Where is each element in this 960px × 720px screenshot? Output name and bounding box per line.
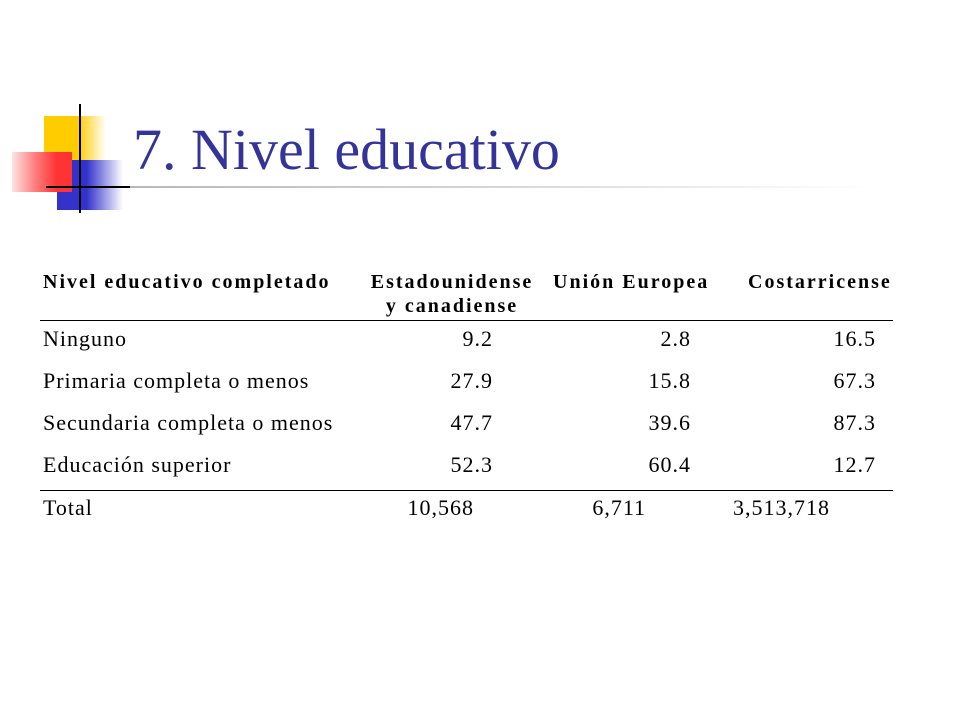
header-costa-rica: Costarricense: [748, 271, 892, 293]
row-label: Ninguno: [43, 326, 127, 351]
horizontal-line-decoration: [46, 186, 130, 188]
cell-costa-rica: 12.7: [833, 452, 876, 477]
cell-us-canada: 9.2: [462, 326, 493, 351]
cell-costa-rica: 16.5: [833, 326, 876, 351]
cell-european-union: 60.4: [648, 452, 691, 477]
total-us-canada: 10,568: [407, 495, 474, 520]
cell-costa-rica: 87.3: [833, 410, 876, 435]
table-row: [0, 368, 960, 394]
title-underline: [130, 186, 870, 188]
table-row: [0, 410, 960, 436]
cell-us-canada: 52.3: [450, 452, 493, 477]
row-label: Primaria completa o menos: [43, 368, 310, 393]
cell-us-canada: 27.9: [450, 368, 493, 393]
slide-title: 7. Nivel educativo: [133, 117, 560, 182]
total-european-union: 6,711: [592, 495, 646, 520]
cell-costa-rica: 67.3: [833, 368, 876, 393]
cell-european-union: 39.6: [648, 410, 691, 435]
total-costa-rica: 3,513,718: [733, 495, 830, 520]
header-education-level: Nivel educativo completado: [43, 271, 331, 293]
vertical-line-decoration: [79, 104, 81, 213]
row-label: Secundaria completa o menos: [43, 410, 334, 435]
header-us-canada-line2: y canadiense: [385, 295, 519, 317]
total-label: Total: [43, 495, 93, 520]
cell-us-canada: 47.7: [450, 410, 493, 435]
header-european-union: Unión Europea: [553, 271, 710, 293]
total-divider: [40, 490, 893, 491]
header-us-canada-line1: Estadounidense: [370, 271, 534, 293]
table-row: [0, 326, 960, 352]
total-row: [0, 495, 960, 521]
header-divider: [40, 320, 893, 321]
cell-european-union: 2.8: [660, 326, 691, 351]
table-row: [0, 452, 960, 478]
header-us-canada: [360, 270, 544, 318]
row-label: Educación superior: [43, 452, 232, 477]
cell-european-union: 15.8: [648, 368, 691, 393]
